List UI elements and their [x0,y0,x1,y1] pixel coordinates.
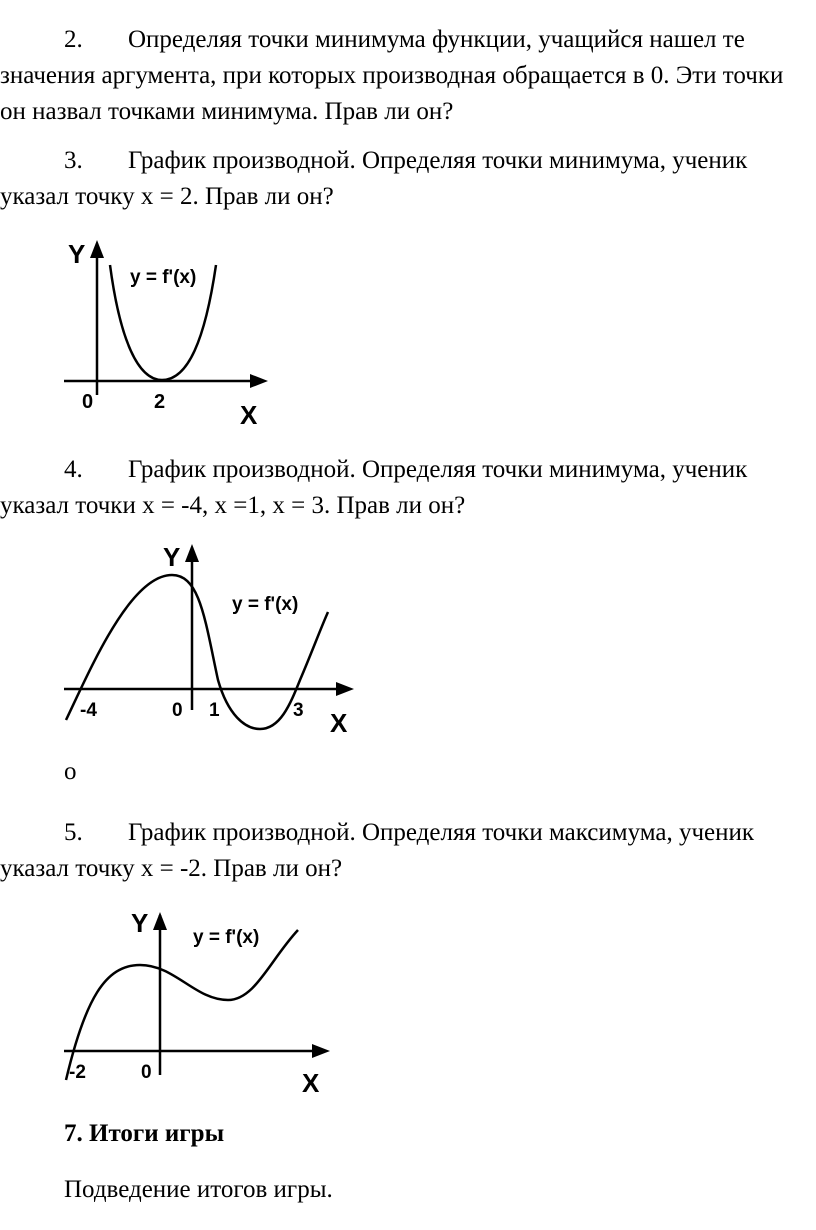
x-axis [64,1044,330,1058]
y-axis-label: Y [163,542,181,572]
tick-label-3: 3 [293,700,304,721]
tick-label-1: 1 [209,700,220,721]
question-text-line: Определяя точки минимума функции, учащийся нашел те [128,26,745,53]
question-text-line: указал точки х = -4, х =1, х = 3. Прав ли он? [0,492,466,519]
question-number: 4. [64,456,83,483]
question-text-line: указал точку х = 2. Прав ли он? [0,183,334,210]
section-heading: 7. Итоги игры [64,1120,225,1147]
stray-character: о [64,758,77,785]
tick-label--2: -2 [69,1062,86,1083]
y-axis-label: Y [68,239,86,269]
question-text-line: указал точку х = -2. Прав ли он? [0,855,343,882]
tick-label--4: -4 [80,700,97,721]
x-axis-label: X [240,400,258,430]
question-number: 2. [64,26,83,53]
question-text-line: он назвал точками минимума. Прав ли он? [0,98,454,125]
origin-label: 0 [141,1062,152,1083]
function-label: y = f'(x) [232,594,299,615]
origin-label: 0 [172,700,183,721]
origin-label: 0 [82,391,94,413]
function-label: y = f'(x) [193,927,260,948]
question-number: 5. [64,819,83,846]
question-text-line: График производной. Определяя точки максимума, ученик [128,819,755,846]
x-axis-label: X [302,1068,320,1098]
question-text-line: График производной. Определяя точки минимума, ученик [128,147,748,174]
question-text-line: График производной. Определяя точки минимума, ученик [128,456,748,483]
question-number: 3. [64,147,83,174]
x-axis-label: X [330,708,348,738]
section-text: Подведение итогов игры. [64,1176,333,1203]
function-label: y = f'(x) [130,267,197,288]
y-axis-label: Y [131,908,149,938]
curve-f-prime [66,930,298,1080]
tick-label-2: 2 [154,391,166,413]
question-text-line: значения аргумента, при которых производная обращается в 0. Эти точки [0,62,784,89]
